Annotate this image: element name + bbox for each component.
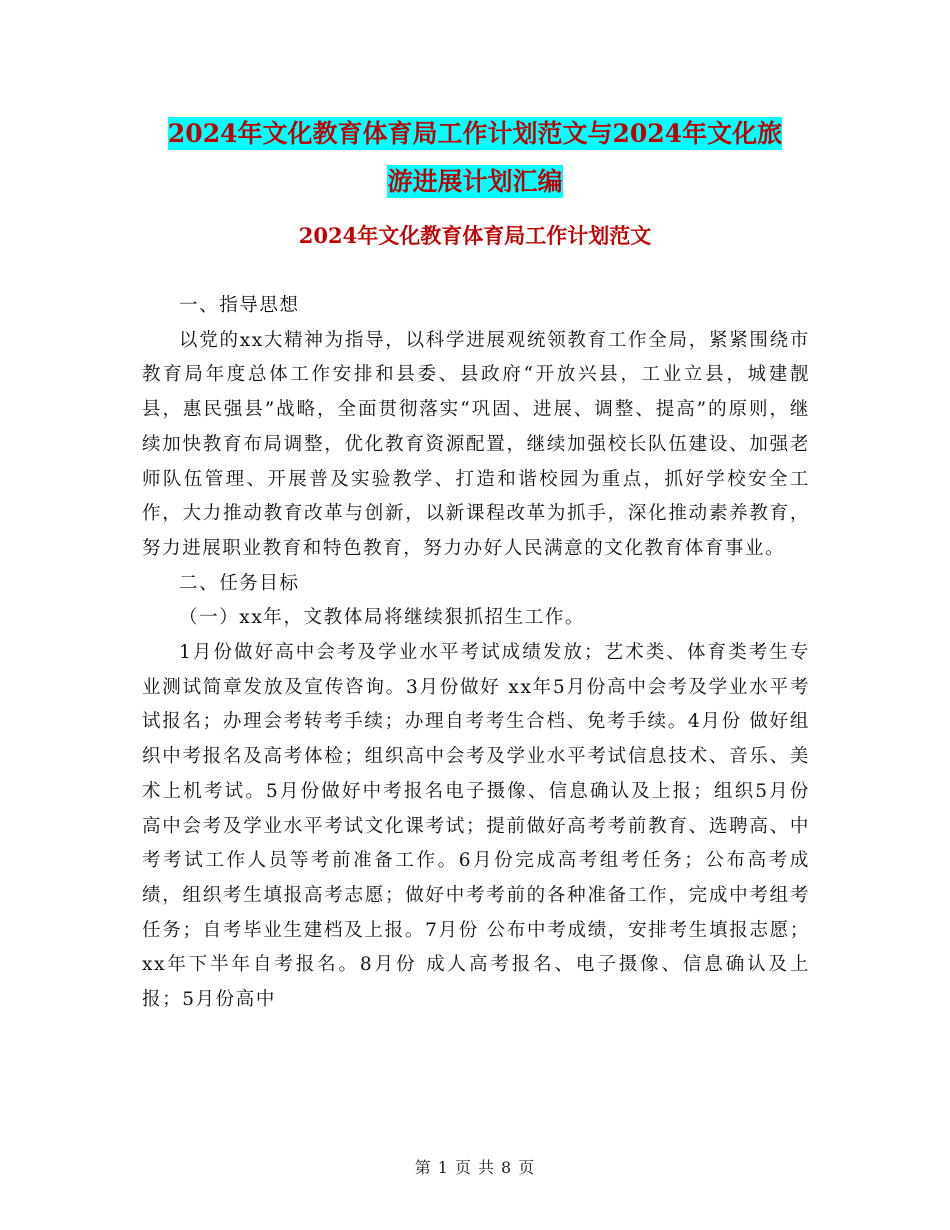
- title-line-1: 2024年文化教育体育局工作计划范文与2024年文化旅: [167, 119, 783, 148]
- page-current: 1: [437, 1158, 449, 1177]
- heading-guiding-ideology: 一、指导思想: [179, 295, 300, 316]
- page-footer: [0, 1155, 950, 1178]
- document-body: [142, 289, 810, 1018]
- section-title: 2024年文化教育体育局工作计划范文: [298, 223, 652, 248]
- page-label-mid: 页 共: [454, 1158, 496, 1177]
- document-title: [0, 110, 950, 206]
- subheading-enrollment: （一）xx年，文教体局将继续狠抓招生工作。: [179, 607, 585, 629]
- heading-task-goals: 二、任务目标: [179, 572, 300, 594]
- title-line-2: 游进展计划汇编: [387, 167, 563, 196]
- paragraph-exam-schedule: 1月份做好高中会考及学业水平考试成绩发放；艺术类、体育类考生专业测试简章发放及宣传咨询。3月份做好 xx年5月份高中会考及学业水平考试报名；办理会考转考手续；办理自考考生合档、免考手续。4月份 做好组织中考报名及高考体检；组织高中会考及学业水平考试信息技术、音乐、美术上机考试。5月份做好中考报名电子摄像、信息确认及上报；组织5月份高中会考及学业水平考试文化课考试；提前做好高考考前教育、选聘高、中考考试工作人员等考前准备工作。6月份完成高考组考任务；公布高考成绩，组织考生填报高考志愿；做好中考考前的各种准备工作，完成中考组考任务；自考毕业生建档及上报。7月份 公布中考成绩，安排考生填报志愿；xx年下半年自考报名。8月份 成人高考报名、电子摄像、信息确认及上报；5月份高中: [142, 642, 810, 1011]
- page-label-prefix: 第: [414, 1158, 432, 1177]
- paragraph-guiding-ideology: 以党的xx大精神为指导，以科学进展观统领教育工作全局，紧紧围绕市教育局年度总体工作安排和县委、县政府“开放兴县，工业立县，城建靓县，惠民强县”战略，全面贯彻落实“巩固、进展、调整、提高”的原则，继续加快教育布局调整，优化教育资源配置，继续加强校长队伍建设、加强老师队伍管理、开展普及实验教学、打造和谐校园为重点，抓好学校安全工作，大力推动教育改革与创新，以新课程改革为抓手，深化推动素养教育，努力进展职业教育和特色教育，努力办好人民满意的文化教育体育事业。: [142, 329, 810, 559]
- page-label-suffix: 页: [518, 1158, 536, 1177]
- page-total: 8: [501, 1158, 513, 1177]
